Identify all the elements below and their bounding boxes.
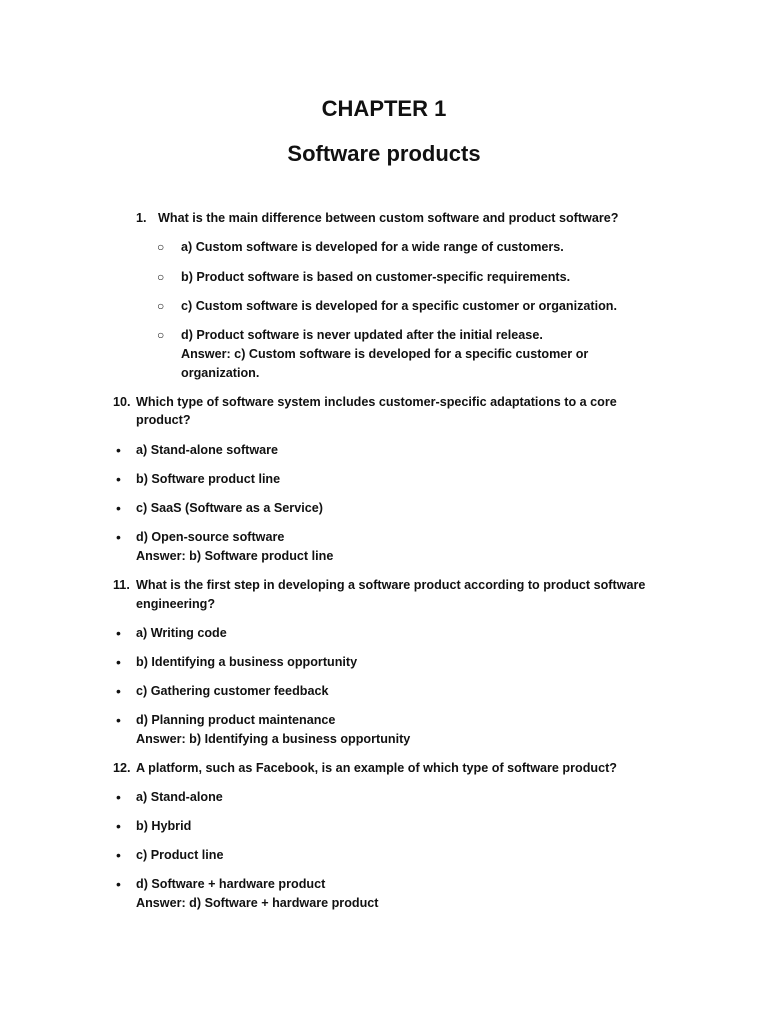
question-text-line-2: engineering? xyxy=(136,597,216,611)
bullet-icon: • xyxy=(116,876,121,892)
bullet-icon: • xyxy=(116,471,121,487)
bullet-icon: • xyxy=(116,442,121,458)
option-d: d) Open-source software xyxy=(136,530,285,544)
question-text-line-1: Which type of software system includes customer-specific adaptations to a core xyxy=(136,395,617,409)
option-c: c) SaaS (Software as a Service) xyxy=(136,501,323,515)
option-d: d) Product software is never updated after the initial release. xyxy=(181,328,543,342)
option-a: a) Stand-alone software xyxy=(136,443,279,457)
option-c: c) Custom software is developed for a specific customer or organization. xyxy=(181,299,617,313)
circle-bullet-icon: ○ xyxy=(157,270,165,284)
question-number: 1. xyxy=(136,211,147,225)
circle-bullet-icon: ○ xyxy=(157,240,165,254)
bullet-icon: • xyxy=(116,683,121,699)
bullet-icon: • xyxy=(116,789,121,805)
option-a: a) Writing code xyxy=(136,626,227,640)
bullet-icon: • xyxy=(116,712,121,728)
question-number: 12. xyxy=(113,761,131,775)
question-number: 11. xyxy=(113,578,130,592)
question-text-line-1: What is the first step in developing a software product according to product software xyxy=(136,578,646,592)
bullet-icon: • xyxy=(116,529,121,545)
question-text: A platform, such as Facebook, is an example of which type of software product? xyxy=(136,761,617,775)
option-c: c) Gathering customer feedback xyxy=(136,684,329,698)
chapter-title: Software products xyxy=(287,141,481,166)
answer: Answer: b) Identifying a business opportunity xyxy=(136,732,411,746)
option-d: d) Planning product maintenance xyxy=(136,713,336,727)
option-b: b) Product software is based on customer-specific requirements. xyxy=(181,270,571,284)
question-text: What is the main difference between custom software and product software? xyxy=(158,211,619,225)
option-d: d) Software + hardware product xyxy=(136,877,326,891)
bullet-icon: • xyxy=(116,818,121,834)
bullet-icon: • xyxy=(116,654,121,670)
bullet-icon: • xyxy=(116,847,121,863)
option-a: a) Custom software is developed for a wide range of customers. xyxy=(181,240,564,254)
option-b: b) Software product line xyxy=(136,472,281,486)
question-text-line-2: product? xyxy=(136,413,191,427)
bullet-icon: • xyxy=(116,625,121,641)
circle-bullet-icon: ○ xyxy=(157,328,165,342)
option-b: b) Identifying a business opportunity xyxy=(136,655,358,669)
option-b: b) Hybrid xyxy=(136,819,192,833)
chapter-heading: CHAPTER 1 xyxy=(321,96,447,121)
answer-line-2: organization. xyxy=(181,366,260,380)
question-number: 10. xyxy=(113,395,131,409)
answer-line-1: Answer: c) Custom software is developed for a specific customer or xyxy=(181,347,589,361)
bullet-icon: • xyxy=(116,500,121,516)
option-c: c) Product line xyxy=(136,848,224,862)
option-a: a) Stand-alone xyxy=(136,790,223,804)
answer: Answer: d) Software + hardware product xyxy=(136,896,379,910)
circle-bullet-icon: ○ xyxy=(157,299,165,313)
answer: Answer: b) Software product line xyxy=(136,549,334,563)
